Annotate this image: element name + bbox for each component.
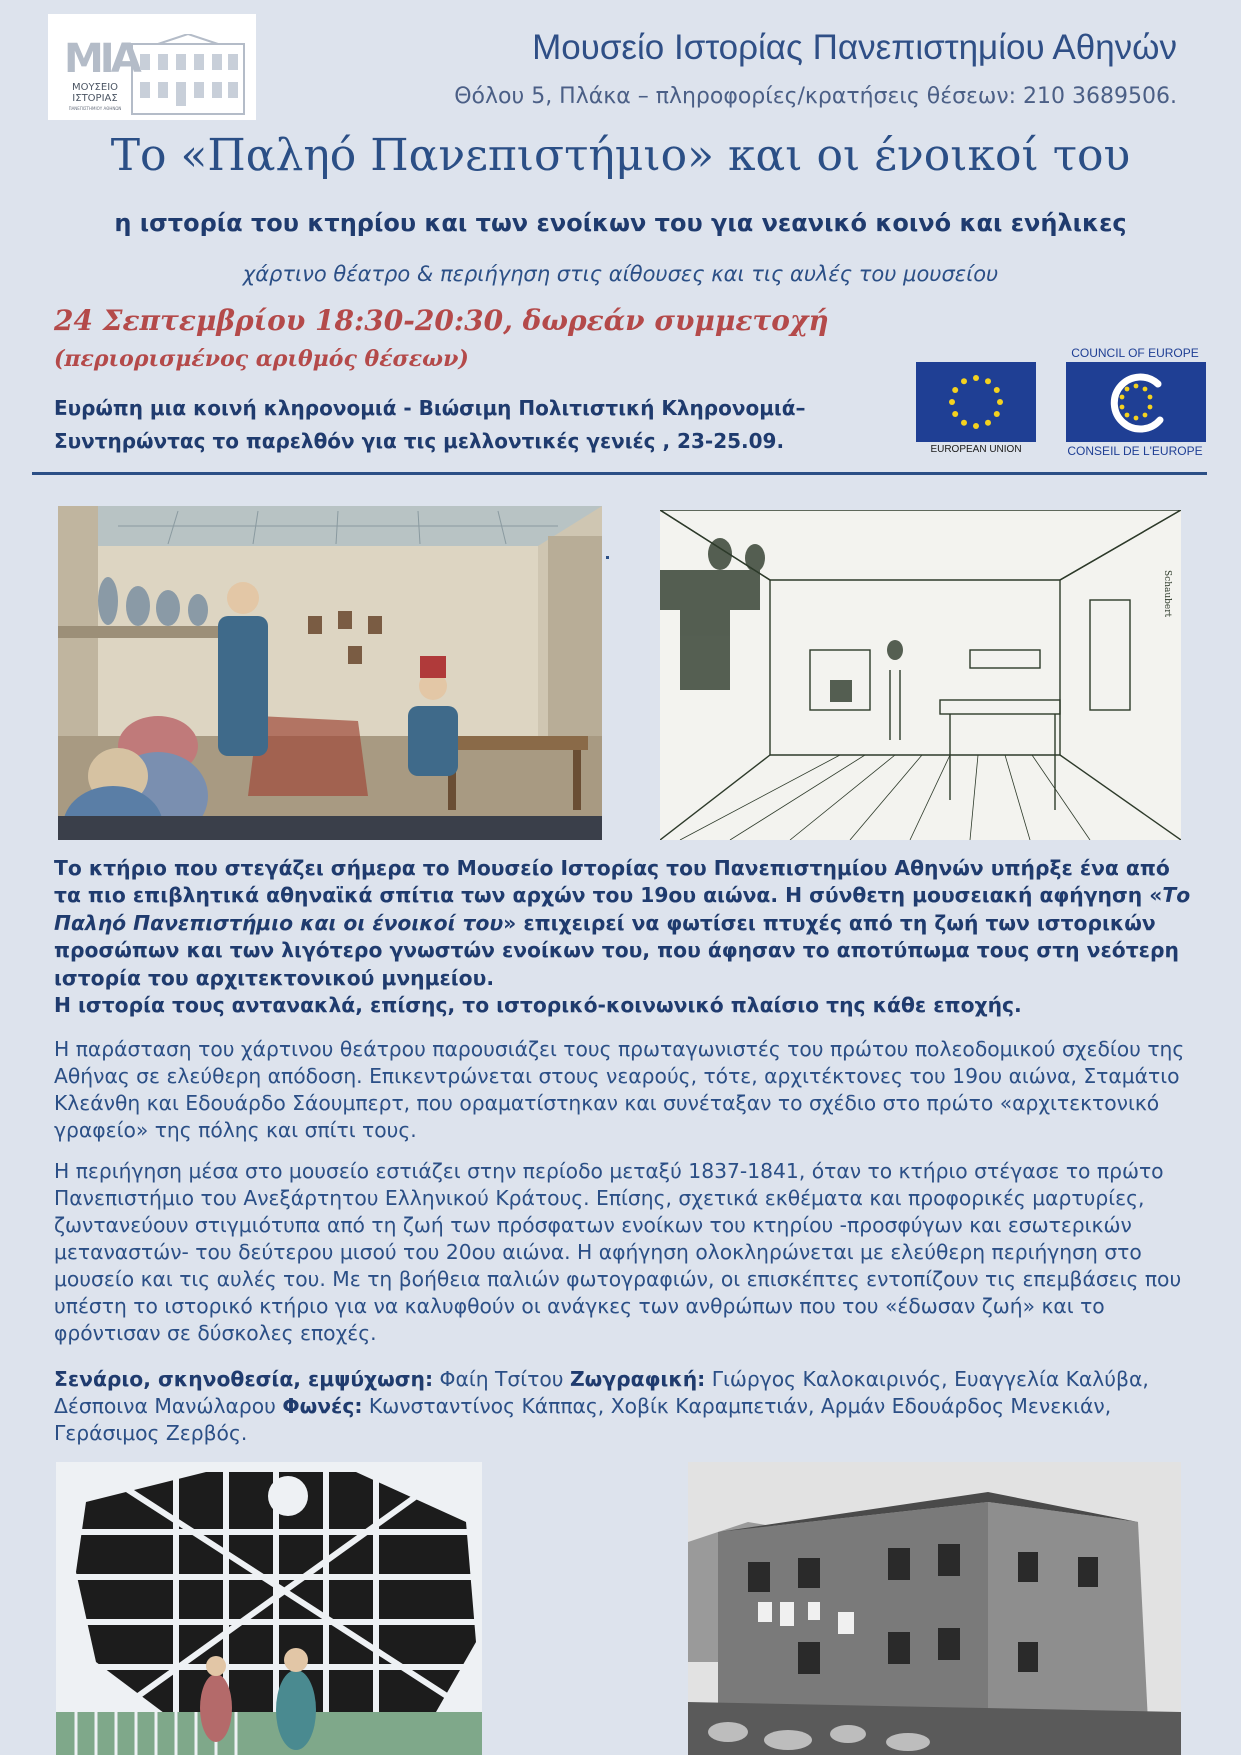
credits-paragraph	[54, 1366, 1194, 1447]
voices-value: Κωνσταντίνος Κάππας, Χοβίκ Καραμπετιάν, Αρμάν Εδουάρδος Μενεκιάν, Γεράσιμος Ζερβός.	[54, 1394, 1112, 1445]
drawing-value: Γιώργος Καλοκαιρινός, Ευαγγελία Καλύβα, Δέσποινα Μανώλαρου	[54, 1367, 1149, 1418]
coe-label-fr: CONSEIL DE L'EUROPE	[1067, 444, 1203, 458]
intro-paragraph: Το κτήριο που στεγάζει σήμερα το Μουσείο Ιστορίας του Πανεπιστημίου Αθηνών υπήρξε ένα από τα πιο επιβλητικά αθηναϊκά σπίτια των αρχών του 19ου αιώνα. Η σύνθετη μουσειακή αφήγηση «Το Παληό Πανεπιστήμιο και οι ένοικοί του» επιχειρεί να φωτίσει πτυχές από τη ζωή των ιστορικών προσώπων και των λιγότερο γνωστών ενοίκων του, που άφησαν το αποτύπωμα τους στη νεότερη ιστορία του αρχιτεκτονικού μνημείου. Η ιστορία τους αντανακλά, επίσης, το ιστορικό-κοινωνικό πλαίσιο της κάθε εποχής.	[54, 856, 1191, 1018]
drawing-label: Ζωγραφική:	[569, 1367, 706, 1391]
svg-text:Schaubert: Schaubert	[1162, 570, 1172, 618]
event-tagline: χάρτινο θέατρο & περιήγηση στις αίθουσες και τις αυλές του μουσείου	[242, 262, 999, 286]
building-logo-icon	[128, 34, 248, 118]
heritage-days-line-2: Συντηρώντας το παρελθόν για τις μελλοντικές γενιές , 23-25.09.	[54, 429, 785, 453]
heritage-days-line-1: Ευρώπη μια κοινή κληρονομιά - Βιώσιμη Πολιτιστική Κληρονομιά–	[54, 396, 806, 420]
architect-office-sketch	[660, 510, 1181, 840]
eu-stars-icon	[916, 362, 1036, 442]
header-divider	[32, 472, 1207, 475]
museum-tour-paragraph: Η περιήγηση μέσα στο μουσείο εστιάζει στην περίοδο μεταξύ 1837-1841, όταν το κτήριο στέγασε το πρώτο Πανεπιστήμιο του Ανεξάρτητου Ελληνικού Κράτους. Επίσης, σχετικά εκθέματα και προφορικές μαρτυρίες, ζωντανεύουν στιγμιότυπα από τη ζωή των πρόσφατων ενοίκων του κτηρίου -προσφύγων και εσωτερικών μεταναστών- του δεύτερου μισού του 20ου αιώνα. Η αφήγηση ολοκληρώνεται με ελεύθερη περιήγηση στο μουσείο και τις αυλές του. Με τη βοήθεια παλιών φωτογραφιών, οι επισκέπτες εντοπίζουν τις επεμβάσεις που υπέστη το ιστορικό κτήριο για να καλυφθούν οι ανάγκες των ανθρώπων που του «έδωσαν ζωή» και το φρόντισαν σε δύσκολες εποχές.	[54, 1159, 1182, 1345]
logo-monogram: ΜΙΑ	[64, 36, 138, 82]
logo-small-text: ΠΑΝΕΠΙΣΤΗΜΙΟΥ ΑΘΗΝΩΝ	[68, 106, 122, 111]
paper-theatre-illustration	[58, 506, 602, 840]
event-date: 24 Σεπτεμβρίου 18:30-20:30, δωρεάν συμμετοχή	[54, 304, 829, 337]
script-label: Σενάριο, σκηνοθεσία, εμψύχωση:	[54, 1367, 434, 1391]
intro-italic-title: Το Παληό Πανεπιστήμιο και οι ένοικοί του	[54, 883, 1191, 935]
event-title: Το «Παληό Πανεπιστήμιο» και οι ένοικοί του	[110, 130, 1131, 181]
museum-name: Μουσείο Ιστορίας Πανεπιστημίου Αθηνών	[532, 28, 1177, 67]
event-subtitle: η ιστορία του κτηρίου και των ενοίκων του για νεανικό κοινό και ενήλικες	[114, 209, 1127, 237]
logo-text: ΜΟΥΣΕΙΟ ΙΣΤΟΡΙΑΣ	[71, 82, 119, 104]
eu-label: EUROPEAN UNION	[930, 444, 1022, 455]
voices-label: Φωνές:	[282, 1394, 363, 1418]
council-of-europe-logo	[1066, 362, 1206, 442]
coe-label-en: COUNCIL OF EUROPE	[1071, 346, 1199, 360]
museum-contact-info: Θόλου 5, Πλάκα – πληροφορίες/κρατήσεις θέσεων: 210 3689506.	[454, 84, 1177, 109]
athens-plan-papercut	[56, 1462, 482, 1755]
old-building-photo	[688, 1462, 1181, 1755]
museum-logo	[48, 14, 256, 120]
coe-emblem-icon	[1066, 362, 1206, 442]
paper-theatre-paragraph: Η παράσταση του χάρτινου θεάτρου παρουσιάζει τους πρωταγωνιστές του πρώτου πολεοδομικού σχεδίου της Αθήνας σε ελεύθερη απόδοση. Επικεντρώνεται στους νεαρούς, τότε, αρχιτέκτονες του 19ου αιώνα, Σταμάτιο Κλεάνθη και Εδουάρδο Σάουμπερτ, που οραματίστηκαν και συνέταξαν το σχέδιο στο πρώτο «αρχιτεκτονικό γραφείο» της πόλης και σπίτι τους.	[54, 1037, 1185, 1142]
stray-dot	[606, 556, 609, 559]
limited-seats-note: (περιορισμένος αριθμός θέσεων)	[54, 346, 469, 372]
eu-flag-logo	[916, 362, 1036, 442]
script-value: Φαίη Τσίτου	[439, 1367, 564, 1391]
